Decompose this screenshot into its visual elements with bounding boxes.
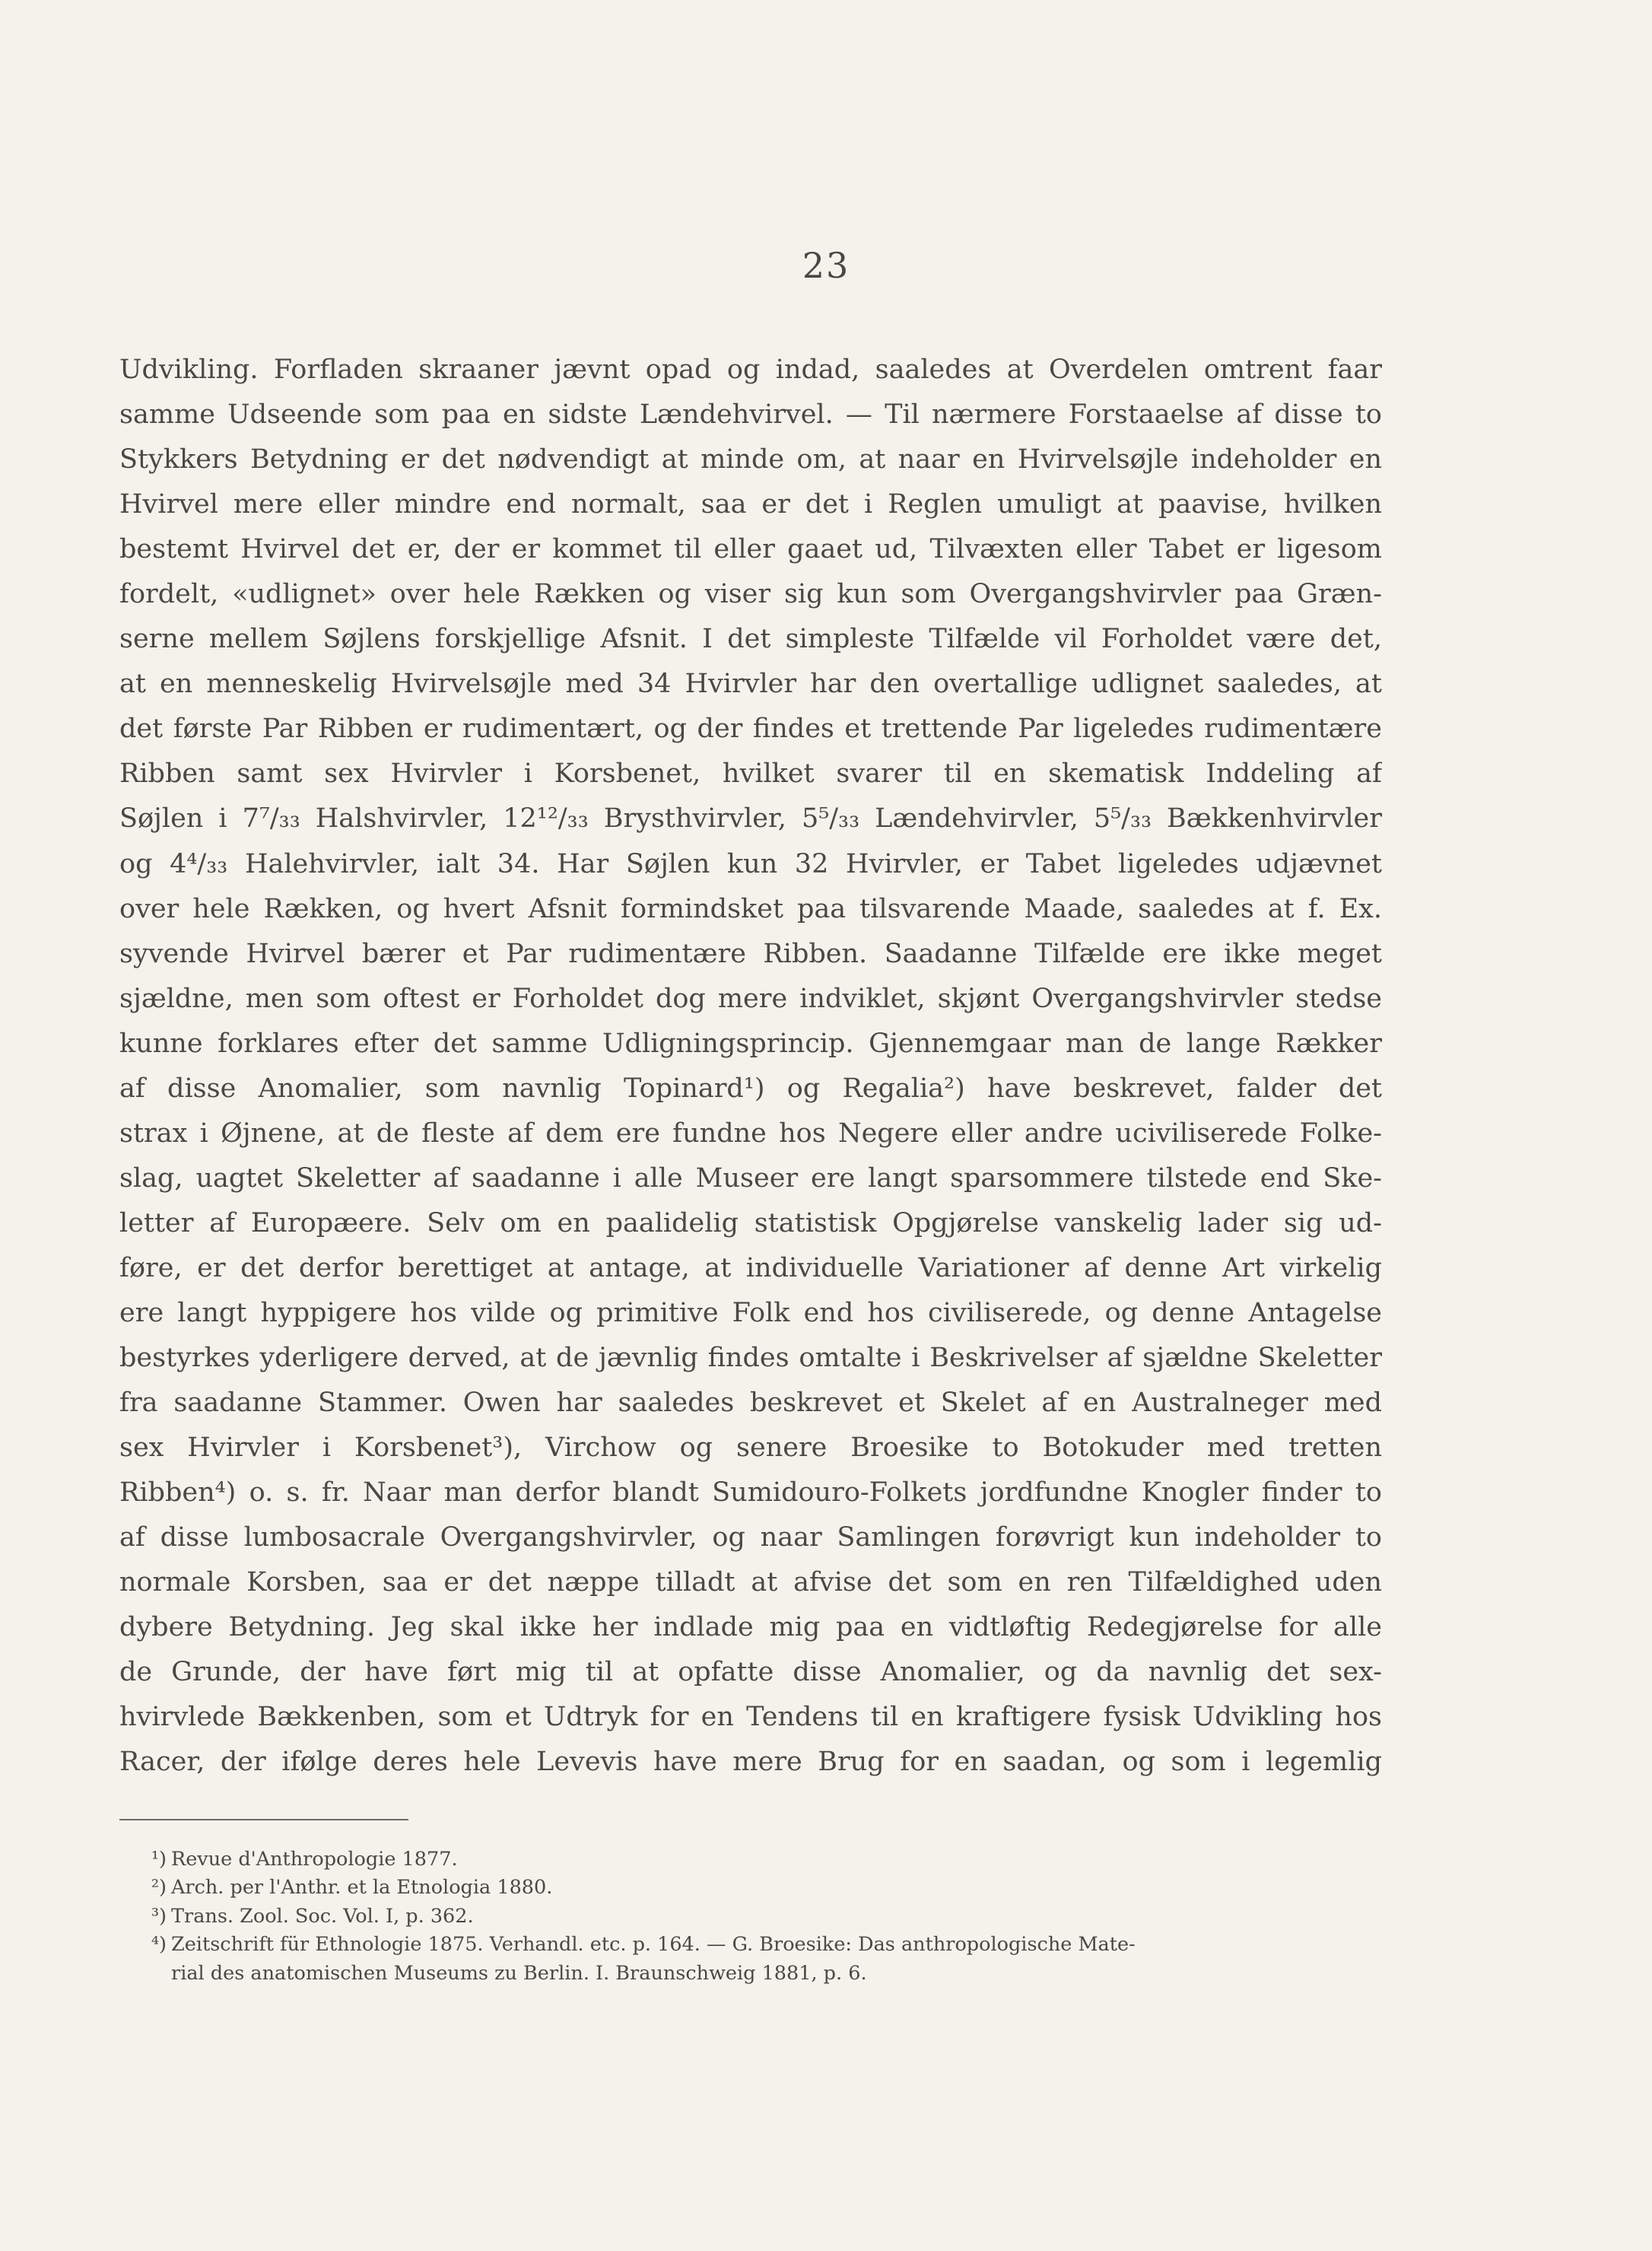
footnote <box>119 1903 1382 1931</box>
body-line: ere langt hyppigere hos vilde og primitive Folk end hos civiliserede, og denne Antagelse <box>119 1297 1382 1328</box>
body-line: strax i Øjnene, at de fleste af dem ere fundne hos Negere eller andre uciviliserede Folke- <box>119 1118 1382 1149</box>
body-line: det første Par Ribben er rudimentært, og der findes et trettende Par ligeledes rudimentære <box>119 714 1382 745</box>
footnote-mark: ¹) <box>151 1848 167 1871</box>
footnote-text: Revue d'Anthropologie 1877. <box>171 1848 458 1871</box>
body-line: samme Udseende som paa en sidste Lændehvirvel. — Til nærmere Forstaaelse af disse to <box>119 399 1382 431</box>
footnote-text: Zeitschrift für Ethnologie 1875. Verhandl. etc. p. 164. — G. Broesike: Das anthropologische Mate- <box>171 1933 1136 1957</box>
footnote-continuation: rial des anatomischen Museums zu Berlin. I. Braunschweig 1881, p. 6. <box>171 1961 867 1985</box>
body-line: føre, er det derfor berettiget at antage, at individuelle Variationer af denne Art virkelig <box>119 1252 1382 1283</box>
body-line: normale Korsben, saa er det næppe tilladt at afvise det som en ren Tilfældighed uden <box>119 1567 1382 1598</box>
body-line: bestyrkes yderligere derved, at de jævnlig findes omtalte i Beskrivelser af sjældne Skeletter <box>119 1343 1382 1374</box>
footnote <box>119 1846 1382 1874</box>
body-line: Hvirvel mere eller mindre end normalt, saa er det i Reglen umuligt at paavise, hvilken <box>119 489 1382 520</box>
footnote-mark: ²) <box>151 1876 167 1900</box>
body-line: kunne forklares efter det samme Udligningsprincip. Gjennemgaar man de lange Rækker <box>119 1028 1382 1059</box>
body-line: over hele Rækken, og hvert Afsnit formindsket paa tilsvarende Maade, saaledes at f. Ex. <box>119 893 1382 924</box>
body-line: slag, uagtet Skeletter af saadanne i alle Museer ere langt sparsommere tilstede end Ske- <box>119 1162 1382 1194</box>
body-line: fordelt, «udlignet» over hele Rækken og viser sig kun som Overgangshvirvler paa Græn- <box>119 579 1382 610</box>
footnotes <box>119 1846 1382 1988</box>
body-line: Ribben samt sex Hvirvler i Korsbenet, hvilket svarer til en skematisk Inddeling af <box>119 758 1382 790</box>
body-line: hvirvlede Bækkenben, som et Udtryk for en Tendens til en kraftigere fysisk Udvikling hos <box>119 1702 1382 1733</box>
body-line: af disse Anomalier, som navnlig Topinard¹) og Regalia²) have beskrevet, falder det <box>119 1073 1382 1104</box>
body-line: og 4⁴/₃₃ Halehvirvler, ialt 34. Har Søjlen kun 32 Hvirvler, er Tabet ligeledes udjævnet <box>119 848 1382 879</box>
page-number: 23 <box>802 245 850 286</box>
body-line: sjældne, men som oftest er Forholdet dog mere indviklet, skjønt Overgangshvirvler stedse <box>119 983 1382 1014</box>
footnote-mark: ³) <box>151 1904 167 1928</box>
body-line: Stykkers Betydning er det nødvendigt at minde om, at naar en Hvirvelsøjle indeholder en <box>119 444 1382 475</box>
body-line: Ribben⁴) o. s. fr. Naar man derfor blandt Sumidouro-Folkets jordfundne Knogler finder to <box>119 1477 1382 1509</box>
body-line: Søjlen i 7⁷/₃₃ Halshvirvler, 12¹²/₃₃ Brysthvirvler, 5⁵/₃₃ Lændehvirvler, 5⁵/₃₃ Bækkenhvirvler <box>119 803 1382 835</box>
body-line: Racer, der ifølge deres hele Levevis have mere Brug for en saadan, og som i legemlig <box>119 1747 1382 1778</box>
body-line: de Grunde, der have ført mig til at opfatte disse Anomalier, og da navnlig det sex- <box>119 1657 1382 1688</box>
body-line: dybere Betydning. Jeg skal ikke her indlade mig paa en vidtløftig Redegjørelse for alle <box>119 1612 1382 1643</box>
body-line: sex Hvirvler i Korsbenet³), Virchow og senere Broesike to Botokuder med tretten <box>119 1432 1382 1464</box>
body-line: letter af Europæere. Selv om en paalidelig statistisk Opgjørelse vanskelig lader sig ud- <box>119 1207 1382 1238</box>
body-text <box>119 348 1382 1785</box>
footnote-mark: ⁴) <box>151 1933 167 1957</box>
body-line: af disse lumbosacrale Overgangshvirvler, og naar Samlingen forøvrigt kun indeholder to <box>119 1522 1382 1553</box>
body-line: fra saadanne Stammer. Owen har saaledes beskrevet et Skelet af en Australneger med <box>119 1388 1382 1419</box>
body-line: serne mellem Søjlens forskjellige Afsnit. I det simpleste Tilfælde vil Forholdet være det, <box>119 624 1382 655</box>
footnote-text: Trans. Zool. Soc. Vol. I, p. 362. <box>171 1904 474 1928</box>
footnote-rule <box>119 1819 408 1820</box>
footnote <box>119 1874 1382 1902</box>
body-line: Udvikling. Forfladen skraaner jævnt opad og indad, saaledes at Overdelen omtrent faar <box>119 355 1382 385</box>
body-line: bestemt Hvirvel det er, der er kommet til eller gaaet ud, Tilvæxten eller Tabet er ligesom <box>119 534 1382 565</box>
footnote-text: Arch. per l'Anthr. et la Etnologia 1880. <box>171 1876 553 1900</box>
footnote <box>119 1931 1382 1959</box>
body-line: syvende Hvirvel bærer et Par rudimentære Ribben. Saadanne Tilfælde ere ikke meget <box>119 938 1382 969</box>
body-line: at en menneskelig Hvirvelsøjle med 34 Hvirvler har den overtallige udlignet saaledes, at <box>119 669 1382 700</box>
